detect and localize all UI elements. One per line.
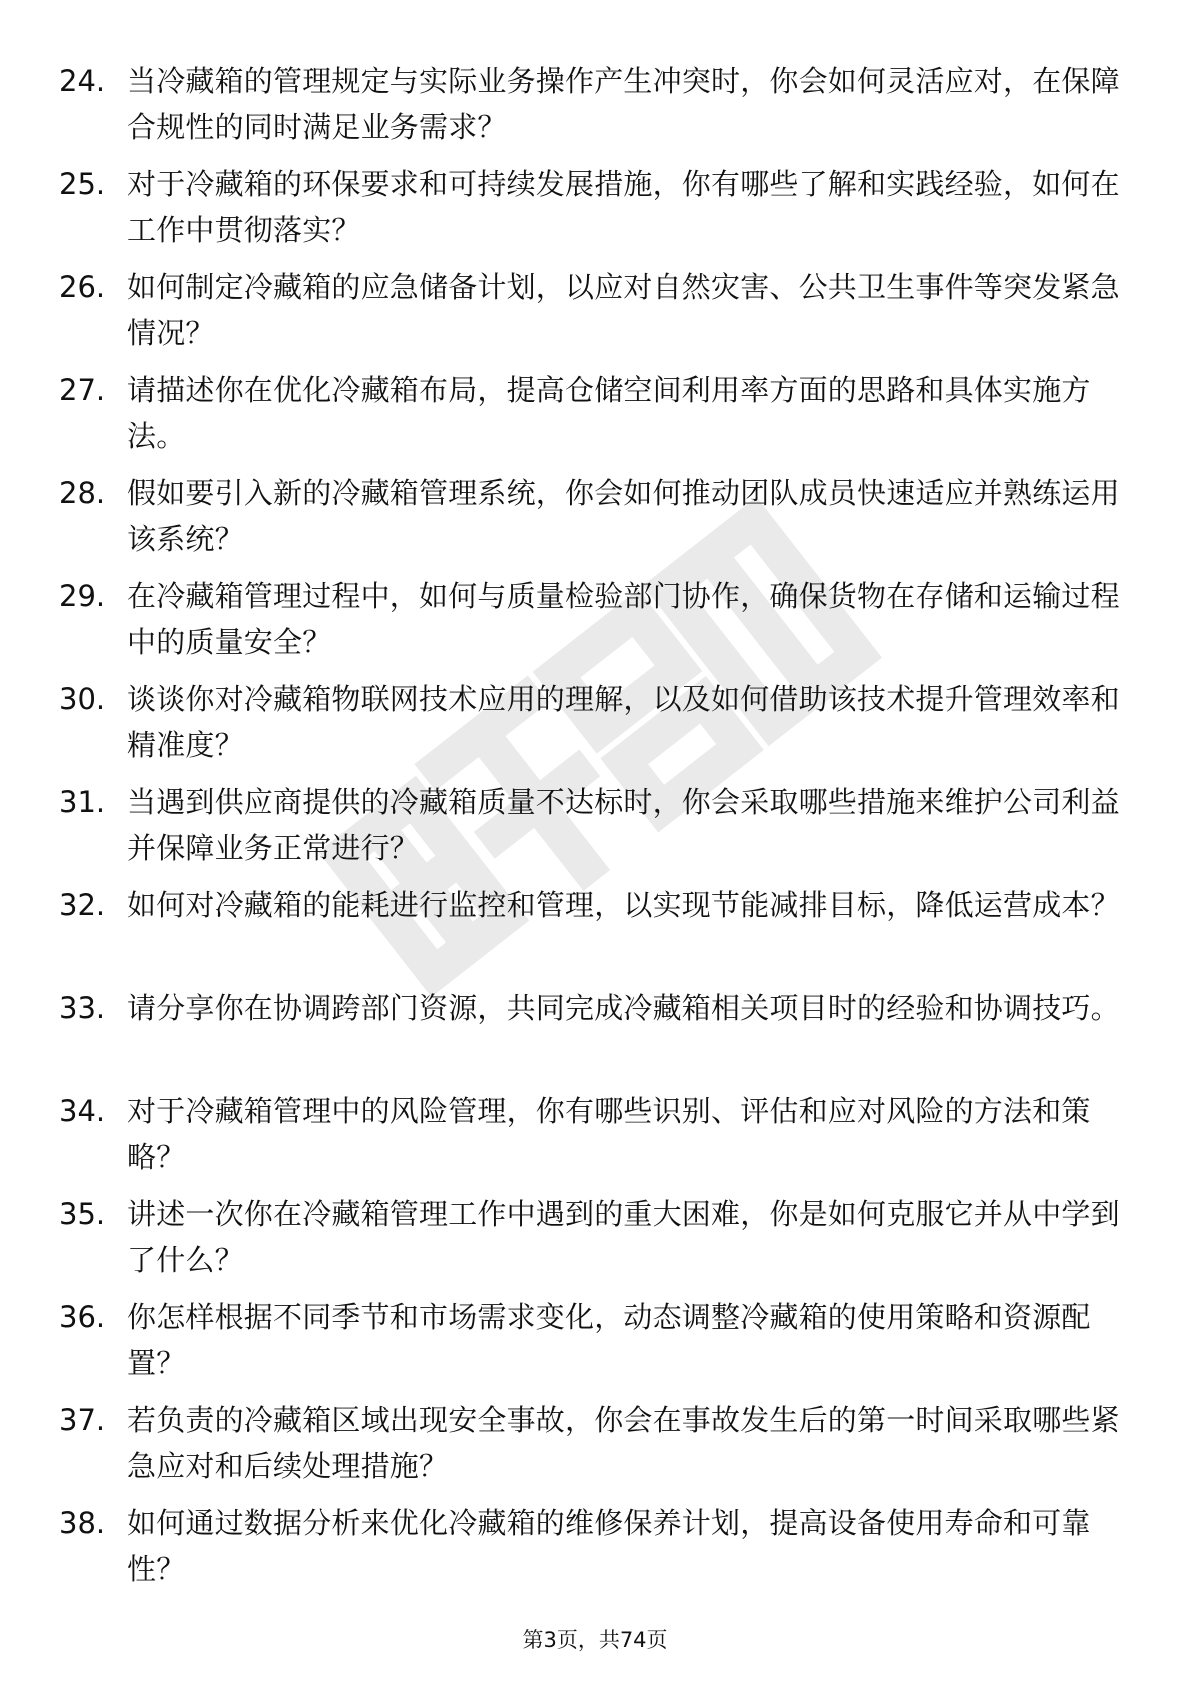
question-item <box>0 1490 1190 1593</box>
question-text: 对于冷藏箱的环保要求和可持续发展措施，你有哪些了解和实践经验，如何在工作中贯彻落实？ <box>127 167 1120 247</box>
question-number: 29. <box>59 579 106 613</box>
question-item <box>0 357 1190 460</box>
question-number: 35. <box>59 1197 106 1231</box>
question-text: 当冷藏箱的管理规定与实际业务操作产生冲突时，你会如何灵活应对，在保障合规性的同时满足业务需求？ <box>127 64 1120 144</box>
question-item <box>0 151 1190 254</box>
question-number: 38. <box>59 1506 106 1540</box>
question-item <box>0 563 1190 666</box>
question-number: 26. <box>59 270 106 304</box>
question-number: 27. <box>59 373 106 407</box>
question-number: 36. <box>59 1300 106 1334</box>
question-text: 当遇到供应商提供的冷藏箱质量不达标时，你会采取哪些措施来维护公司利益并保障业务正常进行？ <box>127 785 1120 865</box>
question-item <box>0 48 1190 151</box>
question-text: 若负责的冷藏箱区域出现安全事故，你会在事故发生后的第一时间采取哪些紧急应对和后续处理措施？ <box>127 1403 1120 1483</box>
question-number: 28. <box>59 476 106 510</box>
question-item <box>0 1387 1190 1490</box>
question-number: 34. <box>59 1094 106 1128</box>
question-text: 谈谈你对冷藏箱物联网技术应用的理解，以及如何借助该技术提升管理效率和精准度？ <box>127 682 1120 762</box>
question-text: 讲述一次你在冷藏箱管理工作中遇到的重大困难，你是如何克服它并从中学到了什么？ <box>127 1197 1120 1277</box>
question-text: 如何制定冷藏箱的应急储备计划，以应对自然灾害、公共卫生事件等突发紧急情况？ <box>127 270 1120 350</box>
question-text: 对于冷藏箱管理中的风险管理，你有哪些识别、评估和应对风险的方法和策略？ <box>127 1094 1091 1174</box>
question-item <box>0 872 1190 975</box>
question-text: 请分享你在协调跨部门资源，共同完成冷藏箱相关项目时的经验和协调技巧。 <box>127 991 1120 1025</box>
question-number: 25. <box>59 167 106 201</box>
question-text: 请描述你在优化冷藏箱布局，提高仓储空间利用率方面的思路和具体实施方法。 <box>127 373 1091 453</box>
question-number: 32. <box>59 888 106 922</box>
question-list <box>0 48 1190 1593</box>
question-number: 37. <box>59 1403 106 1437</box>
question-number: 24. <box>59 64 106 98</box>
question-item <box>0 769 1190 872</box>
question-text: 如何通过数据分析来优化冷藏箱的维修保养计划，提高设备使用寿命和可靠性？ <box>127 1506 1091 1586</box>
question-item <box>0 975 1190 1078</box>
question-text: 假如要引入新的冷藏箱管理系统，你会如何推动团队成员快速适应并熟练运用该系统？ <box>127 476 1120 556</box>
question-item <box>0 1181 1190 1284</box>
question-text: 如何对冷藏箱的能耗进行监控和管理，以实现节能减排目标，降低运营成本？ <box>127 888 1120 922</box>
page-footer: 第3页，共74页 <box>522 1628 668 1652</box>
question-item <box>0 254 1190 357</box>
question-number: 33. <box>59 991 106 1025</box>
question-item <box>0 666 1190 769</box>
question-item <box>0 1078 1190 1181</box>
question-number: 31. <box>59 785 106 819</box>
question-text: 你怎样根据不同季节和市场需求变化，动态调整冷藏箱的使用策略和资源配置？ <box>127 1300 1091 1380</box>
question-item <box>0 1284 1190 1387</box>
question-number: 30. <box>59 682 106 716</box>
question-item <box>0 460 1190 563</box>
question-text: 在冷藏箱管理过程中，如何与质量检验部门协作，确保货物在存储和运输过程中的质量安全？ <box>127 579 1120 659</box>
